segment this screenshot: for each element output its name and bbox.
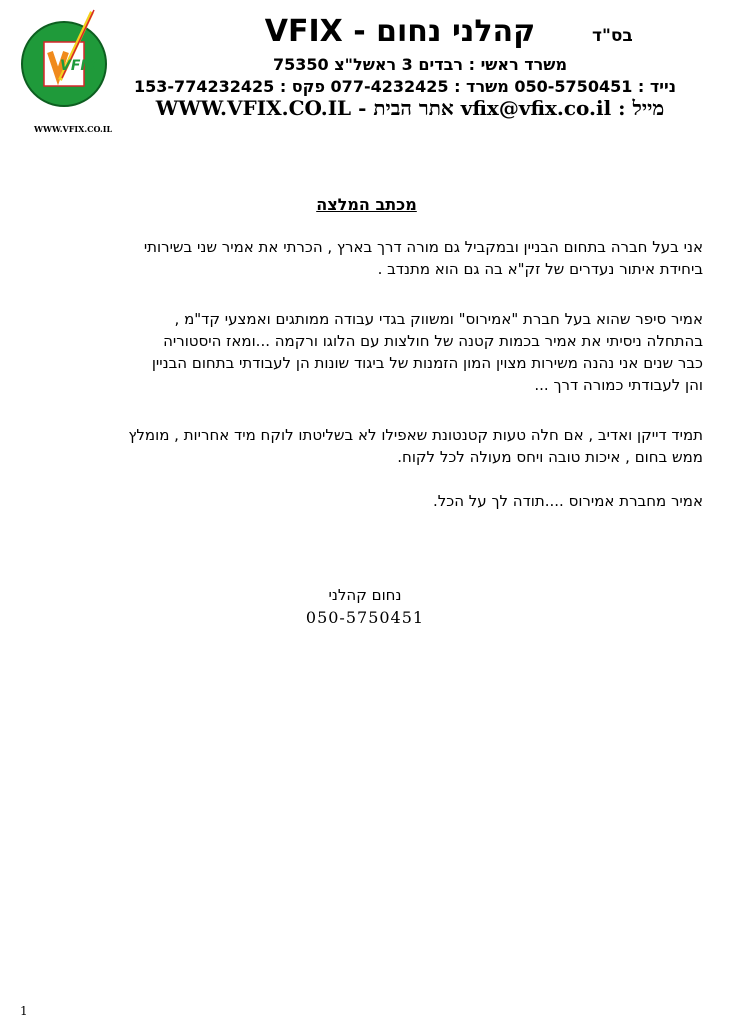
signature-phone: 050-5750451	[305, 608, 425, 627]
office-address: משרד ראשי : רבדים 3 ראשל"צ 75350	[272, 55, 568, 74]
paragraph-line: אמיר מחברת אמירוס ....תודה לך על הכל.	[432, 492, 703, 510]
contact-phones: נייד : 050-5750451 משרד : 077-4232425 פקס : 153-774232425	[134, 77, 676, 96]
paragraph-line: והן לעבודתי כמורה דרך ...	[534, 376, 703, 394]
paragraph-4	[23, 490, 703, 512]
paragraph-line: ביחידת איתור נעדרים של זק"א בה גם הוא מתנדב .	[377, 260, 703, 278]
paragraph-1	[23, 236, 703, 280]
paragraph-line: ממש בחום , איכות טובה ויחס מעולה לכל לקוח.	[397, 448, 703, 466]
vfix-logo	[20, 8, 108, 128]
paragraph-line: בהתחלה ניסיתי את אמיר בכמות קטנה של חולצות עם הלוגו ורקמה ...ומאז היסטוריה	[163, 332, 703, 350]
paragraph-3	[23, 424, 703, 468]
paragraph-line: כבר שנים אני נהנה משירות מצוין המון הזמנות של ביגוד שונות הן לעבודתי בתחום הבניין	[151, 354, 703, 372]
paragraph-2	[23, 308, 703, 396]
page-number: 1	[20, 1004, 28, 1018]
company-name: קהלני נחום - VFIX	[264, 14, 536, 49]
paragraph-line: אני בעל חברה בתחום הבניין ובמקביל גם מורה דרך בארץ , הכרתי את אמיר שני בשירותי	[143, 238, 703, 256]
bsd-mark: בס"ד	[592, 26, 633, 46]
logo-wordmark: VFIX	[60, 58, 97, 74]
letter-title-container	[0, 195, 733, 214]
logo-caption: WWW.VFIX.CO.IL	[34, 124, 113, 134]
paragraph-line: אמיר סיפר שהוא בעל חברת "אמירוס" ומשווק בגדי עבודה ממותגים ואמצעי קד"מ ,	[174, 310, 703, 328]
letter-title: מכתב המלצה	[316, 195, 417, 214]
paragraph-line: תמיד דייקן ואדיב , אם חלה טעות קטנטונת שאפילו לא בשליטתו לוקח מיד אחריות , מומלץ	[128, 426, 703, 444]
web-email-line: מייל : vfix@vfix.co.il אתר הבית - WWW.VFIX.CO.IL	[155, 96, 665, 120]
signature-name: נחום קהלני	[328, 586, 402, 604]
